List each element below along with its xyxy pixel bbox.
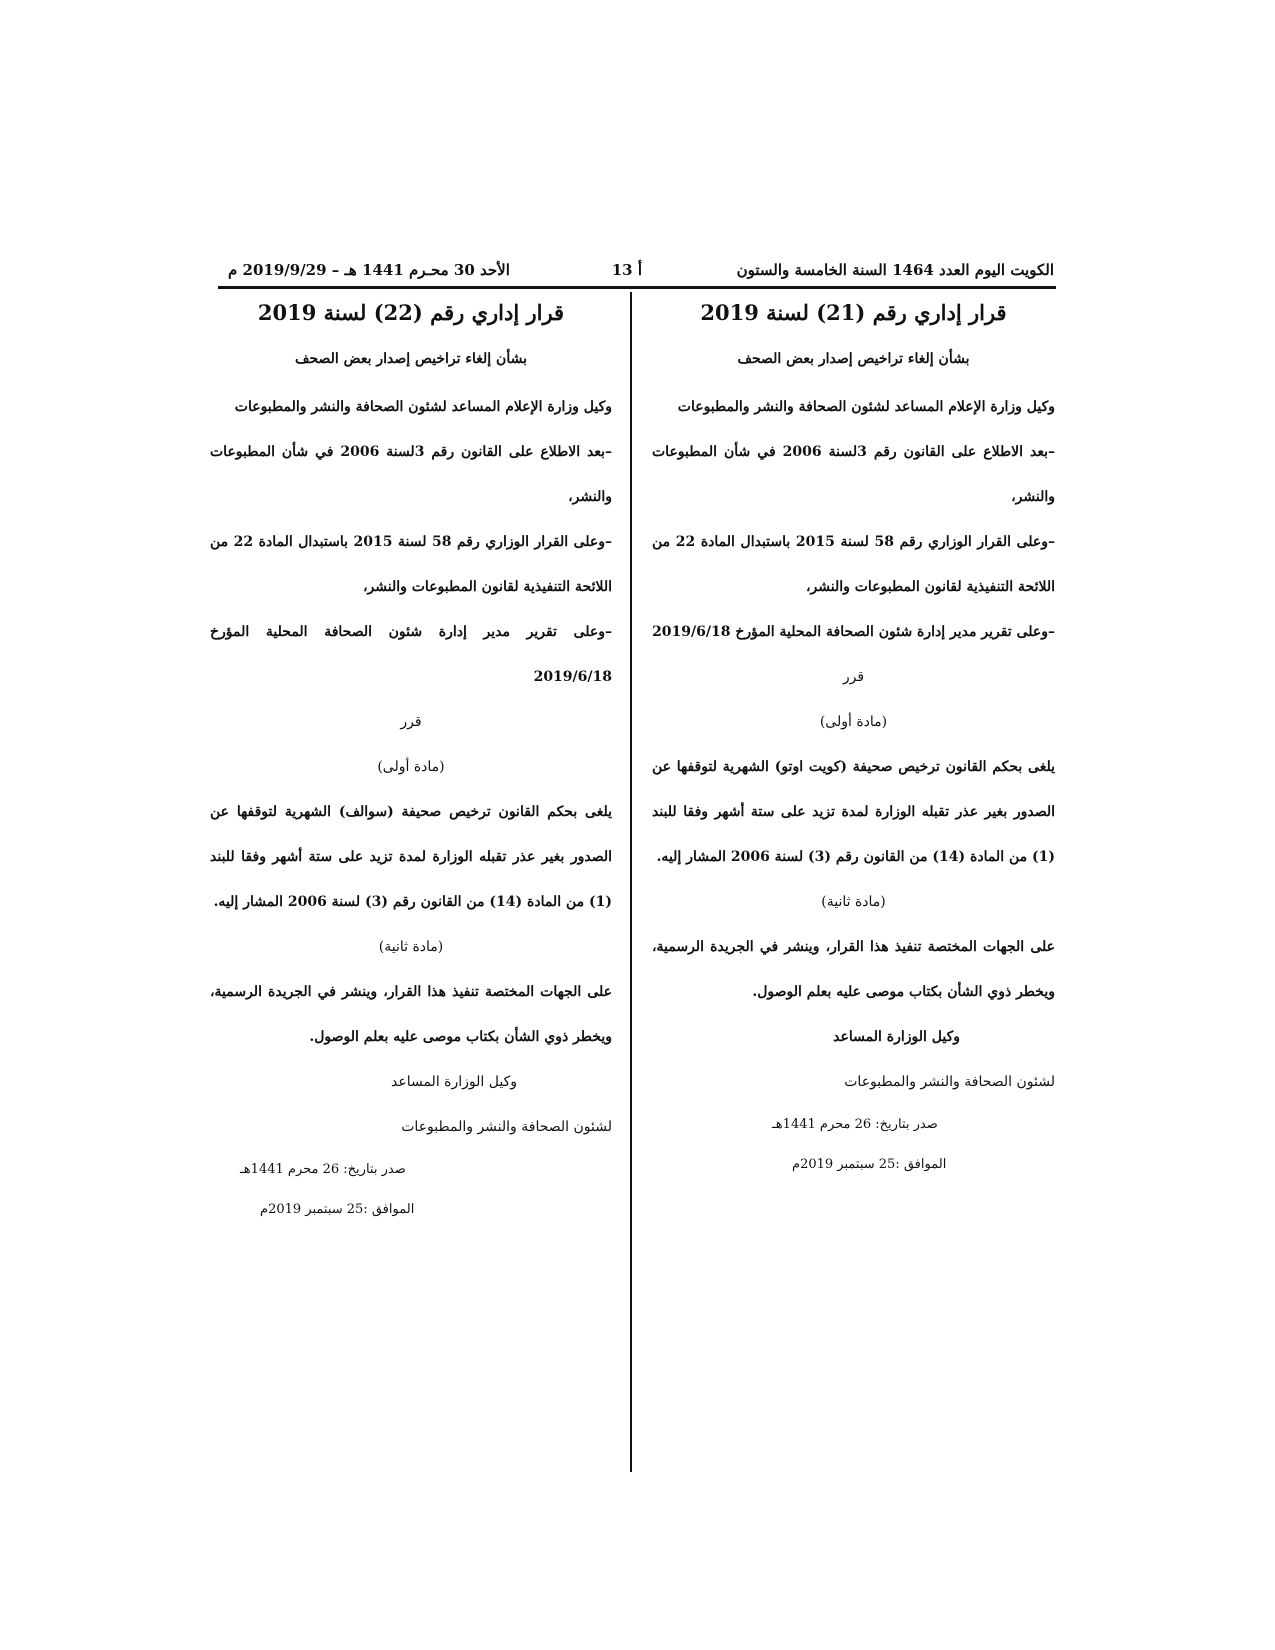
- decision-subject: بشأن إلغاء تراخيص إصدار بعض الصحف: [294, 351, 527, 367]
- signature-department: لشئون الصحافة والنشر والمطبوعات: [844, 1074, 1055, 1090]
- header-date: الأحد 30 محـرم 1441 هـ – 2019/9/29 م: [228, 261, 510, 279]
- header-issue-info: الكويت اليوم العدد 1464 السنة الخامسة والستون: [736, 261, 1054, 279]
- recital-ministerial-decision: –وعلى القرار الوزاري رقم 58 لسنة 2015 باستبدال المادة 22 من اللائحة التنفيذية لقانون المطبوعات والنشر،: [652, 534, 1055, 595]
- article-1-body: يلغى بحكم القانون ترخيص صحيفة (كويت اوتو) الشهرية لتوقفها عن الصدور بغير عذر تقبله الوزارة لمدة تزيد على ستة أشهر وفقا للبند (1) من المادة (14) من القانون رقم (3) لسنة 2006 المشار إليه.: [652, 759, 1055, 865]
- page-header: [222, 255, 1054, 285]
- header-page-number: أ 13: [611, 261, 642, 279]
- article-1-heading: (مادة أولى): [819, 714, 888, 730]
- decision-title: قرار إداري رقم (22) لسنة 2019: [257, 300, 565, 325]
- header-rule: [218, 286, 1056, 289]
- decision-21-column: [652, 295, 1055, 1185]
- recital-law: –بعد الاطلاع على القانون رقم 3لسنة 2006 في شأن المطبوعات والنشر،: [210, 444, 613, 505]
- issue-date-gregorian: الموافق :25 سبتمبر 2019م: [260, 1202, 415, 1217]
- decision-issuer: وكيل وزارة الإعلام المساعد لشئون الصحافة والنشر والمطبوعات: [677, 399, 1055, 415]
- article-2-heading: (مادة ثانية): [821, 894, 886, 910]
- signature-title: وكيل الوزارة المساعد: [391, 1074, 517, 1090]
- signature-department: لشئون الصحافة والنشر والمطبوعات: [401, 1119, 612, 1135]
- column-divider: [630, 292, 632, 1472]
- issue-date-hijri: صدر بتاريخ: 26 محرم 1441هـ: [240, 1162, 406, 1177]
- decided-heading: قرر: [842, 669, 865, 685]
- article-2-body: على الجهات المختصة تنفيذ هذا القرار، وينشر في الجريدة الرسمية، ويخطر ذوي الشأن بكتاب موصى عليه بعلم الوصول.: [652, 939, 1055, 1000]
- recital-ministerial-decision: –وعلى القرار الوزاري رقم 58 لسنة 2015 باستبدال المادة 22 من اللائحة التنفيذية لقانون المطبوعات والنشر،: [210, 534, 613, 595]
- issue-date-hijri: صدر بتاريخ: 26 محرم 1441هـ: [772, 1117, 938, 1132]
- article-1-heading: (مادة أولى): [377, 759, 445, 775]
- issue-date-gregorian: الموافق :25 سبتمبر 2019م: [792, 1157, 947, 1172]
- article-2-heading: (مادة ثانية): [378, 939, 444, 955]
- decision-subject: بشأن إلغاء تراخيص إصدار بعض الصحف: [737, 351, 970, 367]
- recital-report: –وعلى تقرير مدير إدارة شئون الصحافة المحلية المؤرخ 2019/6/18: [210, 624, 612, 685]
- article-1-body: يلغى بحكم القانون ترخيص صحيفة (سوالف) الشهرية لتوقفها عن الصدور بغير عذر تقبله الوزارة لمدة تزيد على ستة أشهر وفقا للبند (1) من المادة (14) من القانون رقم (3) لسنة 2006 المشار إليه.: [210, 804, 612, 910]
- article-2-body: على الجهات المختصة تنفيذ هذا القرار، وينشر في الجريدة الرسمية، ويخطر ذوي الشأن بكتاب موصى عليه بعلم الوصول.: [210, 984, 612, 1045]
- decision-issuer: وكيل وزارة الإعلام المساعد لشئون الصحافة والنشر والمطبوعات: [234, 399, 612, 415]
- decision-title: قرار إداري رقم (21) لسنة 2019: [700, 300, 1007, 325]
- decision-22-column: [210, 295, 612, 1230]
- signature-title: وكيل الوزارة المساعد: [833, 1029, 960, 1045]
- recital-law: –بعد الاطلاع على القانون رقم 3لسنة 2006 في شأن المطبوعات والنشر،: [652, 444, 1056, 505]
- recital-report: –وعلى تقرير مدير إدارة شئون الصحافة المحلية المؤرخ 2019/6/18: [652, 624, 1055, 640]
- decided-heading: قرر: [400, 714, 422, 730]
